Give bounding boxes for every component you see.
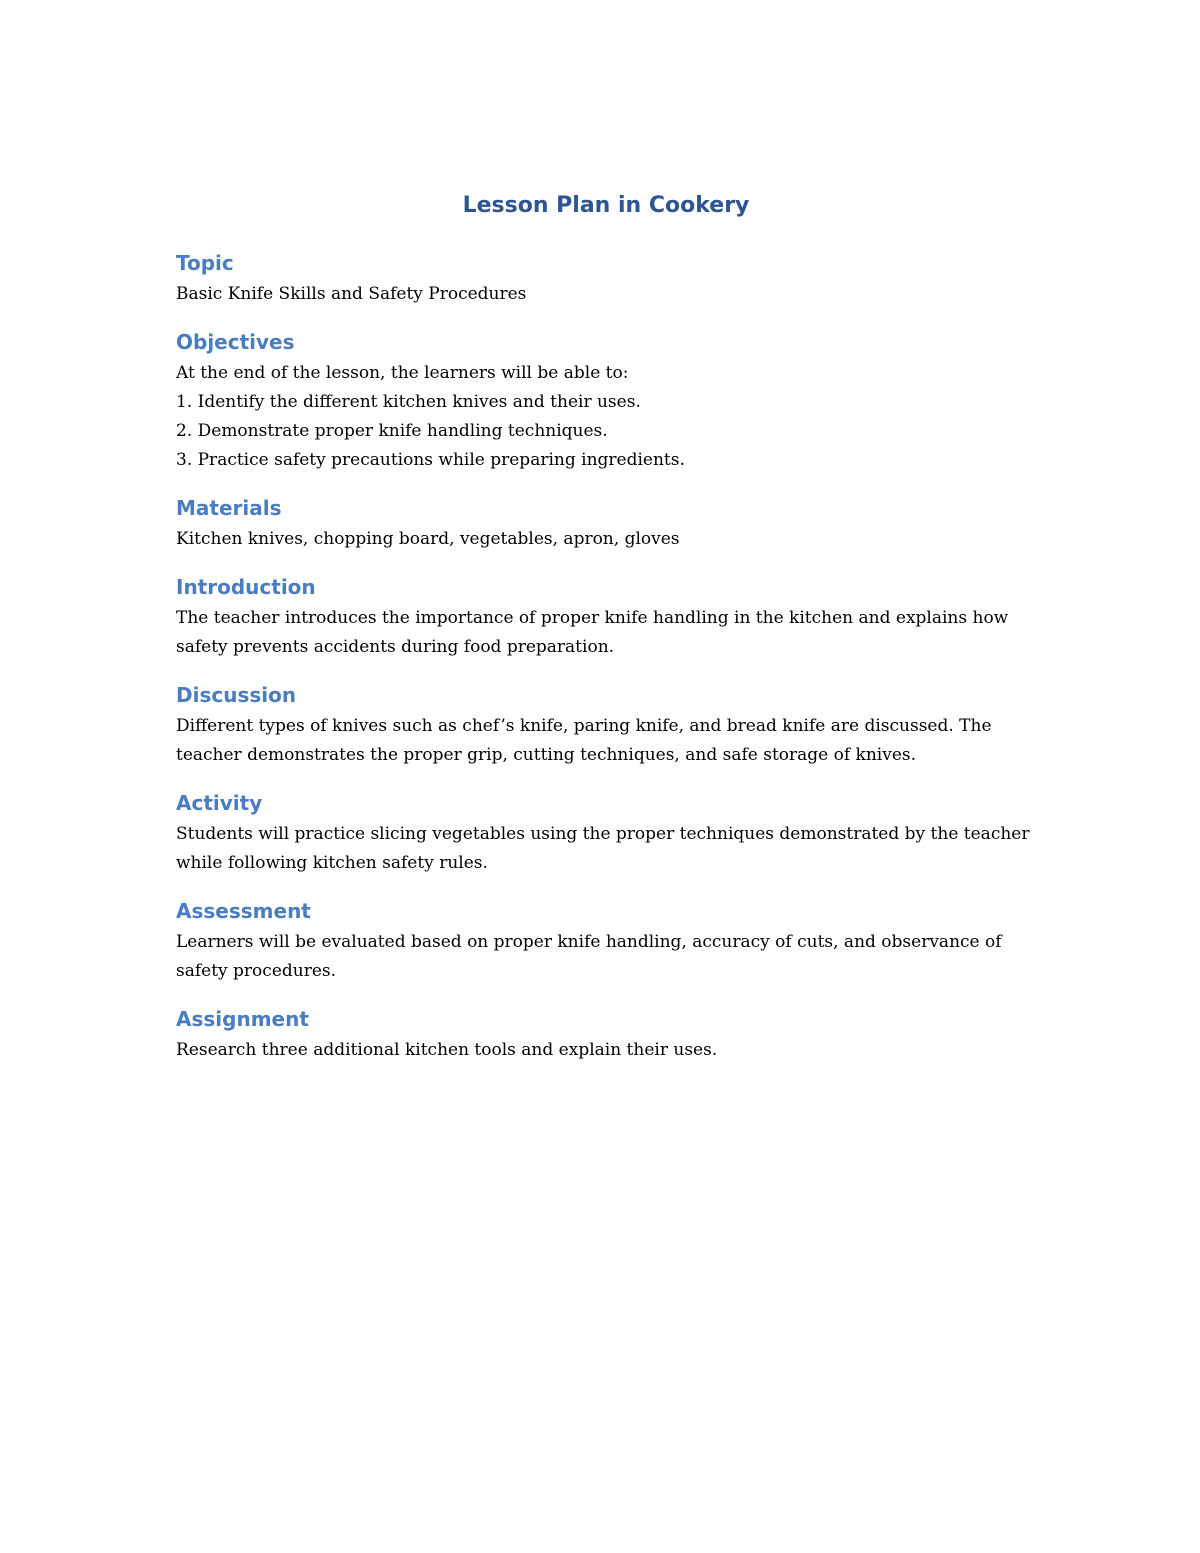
objectives-list bbox=[176, 388, 1036, 475]
document-title: Lesson Plan in Cookery bbox=[462, 193, 750, 218]
assessment-text: Learners will be evaluated based on proper knife handling, accuracy of cuts, and observance of safety procedures. bbox=[176, 932, 1002, 981]
discussion-text: Different types of knives such as chef’s knife, paring knife, and bread knife are discussed. The teacher demonstrates the proper grip, cutting techniques, and safe storage of knives. bbox=[176, 716, 992, 765]
section-body-objectives bbox=[176, 359, 1036, 475]
section-body-materials bbox=[176, 525, 1036, 554]
topic-text: Basic Knife Skills and Safety Procedures bbox=[176, 284, 527, 304]
introduction-text: The teacher introduces the importance of proper knife handling in the kitchen and explains how safety prevents accidents during food preparation. bbox=[176, 608, 1009, 657]
section-materials bbox=[176, 493, 1036, 554]
objective-item: 1. Identify the different kitchen knives and their uses. bbox=[176, 392, 641, 412]
section-body-discussion bbox=[176, 712, 1036, 770]
objective-item: 3. Practice safety precautions while preparing ingredients. bbox=[176, 450, 685, 470]
section-topic bbox=[176, 248, 1036, 309]
section-body-assignment bbox=[176, 1036, 1036, 1065]
document-content bbox=[176, 190, 1036, 1083]
section-heading-materials: Materials bbox=[176, 496, 282, 520]
section-assignment bbox=[176, 1004, 1036, 1065]
objectives-intro: At the end of the lesson, the learners will be able to: bbox=[176, 363, 629, 383]
section-heading-assignment: Assignment bbox=[176, 1007, 309, 1031]
section-heading-topic: Topic bbox=[176, 251, 234, 275]
section-heading-assessment: Assessment bbox=[176, 899, 311, 923]
section-body-topic bbox=[176, 280, 1036, 309]
section-heading-introduction: Introduction bbox=[176, 575, 316, 599]
section-heading-activity: Activity bbox=[176, 791, 263, 815]
section-discussion bbox=[176, 680, 1036, 770]
objective-item: 2. Demonstrate proper knife handling techniques. bbox=[176, 421, 608, 441]
assignment-text: Research three additional kitchen tools and explain their uses. bbox=[176, 1040, 718, 1060]
section-objectives bbox=[176, 327, 1036, 475]
section-assessment bbox=[176, 896, 1036, 986]
section-body-activity bbox=[176, 820, 1036, 878]
section-heading-objectives: Objectives bbox=[176, 330, 295, 354]
activity-text: Students will practice slicing vegetables using the proper techniques demonstrated by the teacher while following kitchen safety rules. bbox=[176, 824, 1030, 873]
section-body-assessment bbox=[176, 928, 1036, 986]
section-body-introduction bbox=[176, 604, 1036, 662]
section-introduction bbox=[176, 572, 1036, 662]
section-activity bbox=[176, 788, 1036, 878]
materials-text: Kitchen knives, chopping board, vegetables, apron, gloves bbox=[176, 529, 680, 549]
section-heading-discussion: Discussion bbox=[176, 683, 297, 707]
